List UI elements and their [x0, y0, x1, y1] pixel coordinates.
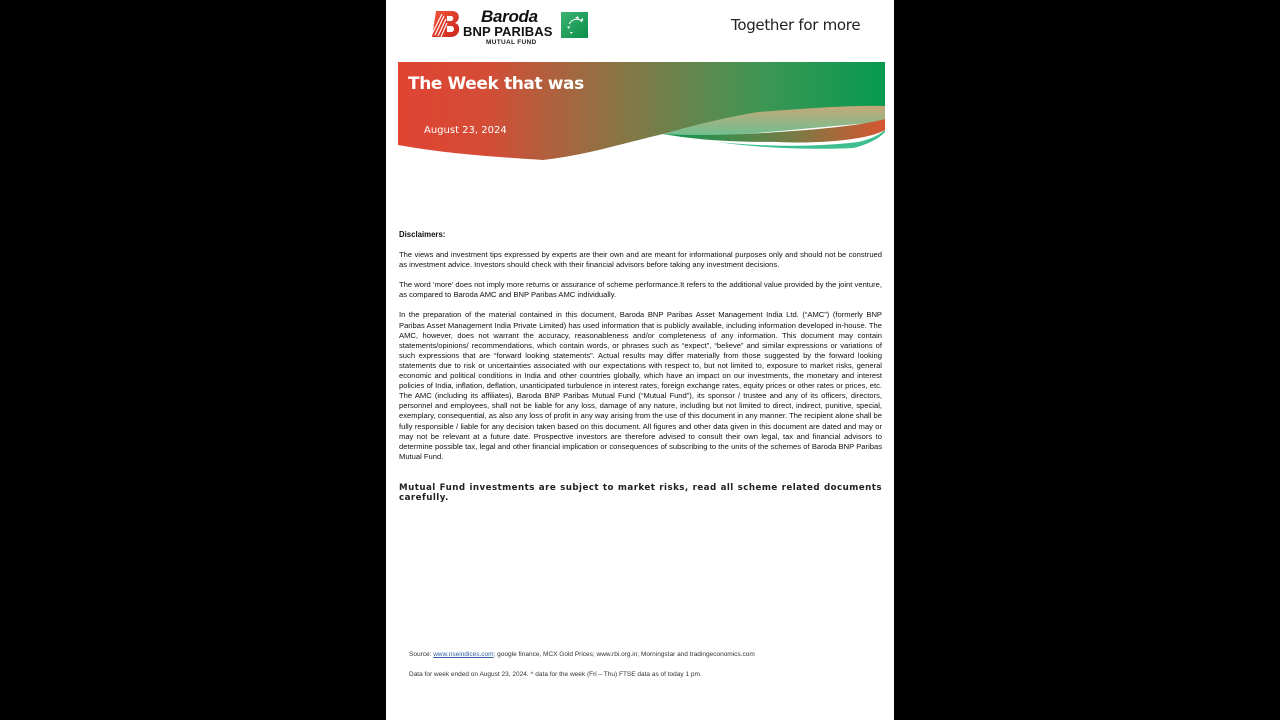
- brand-logo: [430, 9, 590, 49]
- bob-b-logo-icon: [430, 10, 462, 38]
- disclaimers-section: [399, 230, 882, 472]
- brand-name-bnp: BNP PARIBAS: [463, 24, 553, 39]
- disclaimer-paragraph: The views and investment tips expressed by experts are their own and are meant for informational purposes only and should not be construed as investment advice. Investors should check with their financial advisors before taking any investment decisions.: [399, 250, 882, 270]
- disclaimer-paragraph: In the preparation of the material contained in this document, Baroda BNP Paribas Asset Management India Ltd. (“AMC”) (formerly BNP Paribas Asset Management India Private Limited) has used information that is publicly available, including information developed in-house. The AMC, however, does not warrant the accuracy, reasonableness and/or completeness of any information. This document may contain statements/opinions/ recommendations, which contain words, or phrases such as “expect”, “believe” and similar expressions or variations of such expressions that are “forward looking statements”. Actual results may differ materially from those suggested by the forward looking statements due to risk or uncertainties associated with our expectations with respect to, but not limited to, exposure to market risks, general economic and political conditions in India and other countries globally, which have an impact on our investments, the monetary and interest policies of India, inflation, deflation, unanticipated turbulence in interest rates, foreign exchange rates, equity prices or other rates or prices, etc. The AMC (including its affiliates), Baroda BNP Paribas Mutual Fund (“Mutual Fund”), its sponsor / trustee and any of its officers, directors, personnel and employees, shall not be liable for any loss, damage of any nature, including but not limited to direct, indirect, punitive, special, exemplary, consequential, as also any loss of profit in any way arising from the use of this document in any manner. The recipient alone shall be fully responsible / liable for any decision taken based on this document. All figures and other data given in this document are dated and may or may not be relevant at a future date. Prospective investors are therefore advised to consult their own legal, tax and financial advisors to determine possible tax, legal and other financial implication or consequences of subscribing to the units of the schemes of Baroda BNP Paribas Mutual Fund.: [399, 310, 882, 461]
- source-rest: ; google finance, MCX Gold Prices; www.rbi.org.in; Morningstar and tradingeconomics.com: [493, 651, 755, 658]
- nseindices-link[interactable]: www.nseindices.com: [433, 651, 494, 658]
- tagline: Together for more: [731, 16, 861, 34]
- source-line: [409, 651, 755, 658]
- bnp-stars-logo-icon: [561, 12, 588, 38]
- banner-date: August 23, 2024: [424, 125, 507, 136]
- document-page: [386, 0, 894, 720]
- brand-name-mf: MUTUAL FUND: [486, 39, 537, 46]
- disclaimers-heading: Disclaimers:: [399, 230, 446, 239]
- banner-title: The Week that was: [408, 74, 584, 94]
- brand-name-baroda: Baroda: [481, 7, 538, 26]
- risk-warning: Mutual Fund investments are subject to market risks, read all scheme related documents carefully.: [399, 483, 882, 503]
- source-label: Source:: [409, 651, 434, 658]
- disclaimer-paragraph: The word ‘more’ does not imply more returns or assurance of scheme performance.It refers to the additional value provided by the joint venture, as compared to Baroda AMC and BNP Paribas AMC individually.: [399, 280, 882, 300]
- data-note: Data for week ended on August 23, 2024. ^ data for the week (Fri – Thu) FTSE data as of today 1 pm.: [409, 671, 702, 678]
